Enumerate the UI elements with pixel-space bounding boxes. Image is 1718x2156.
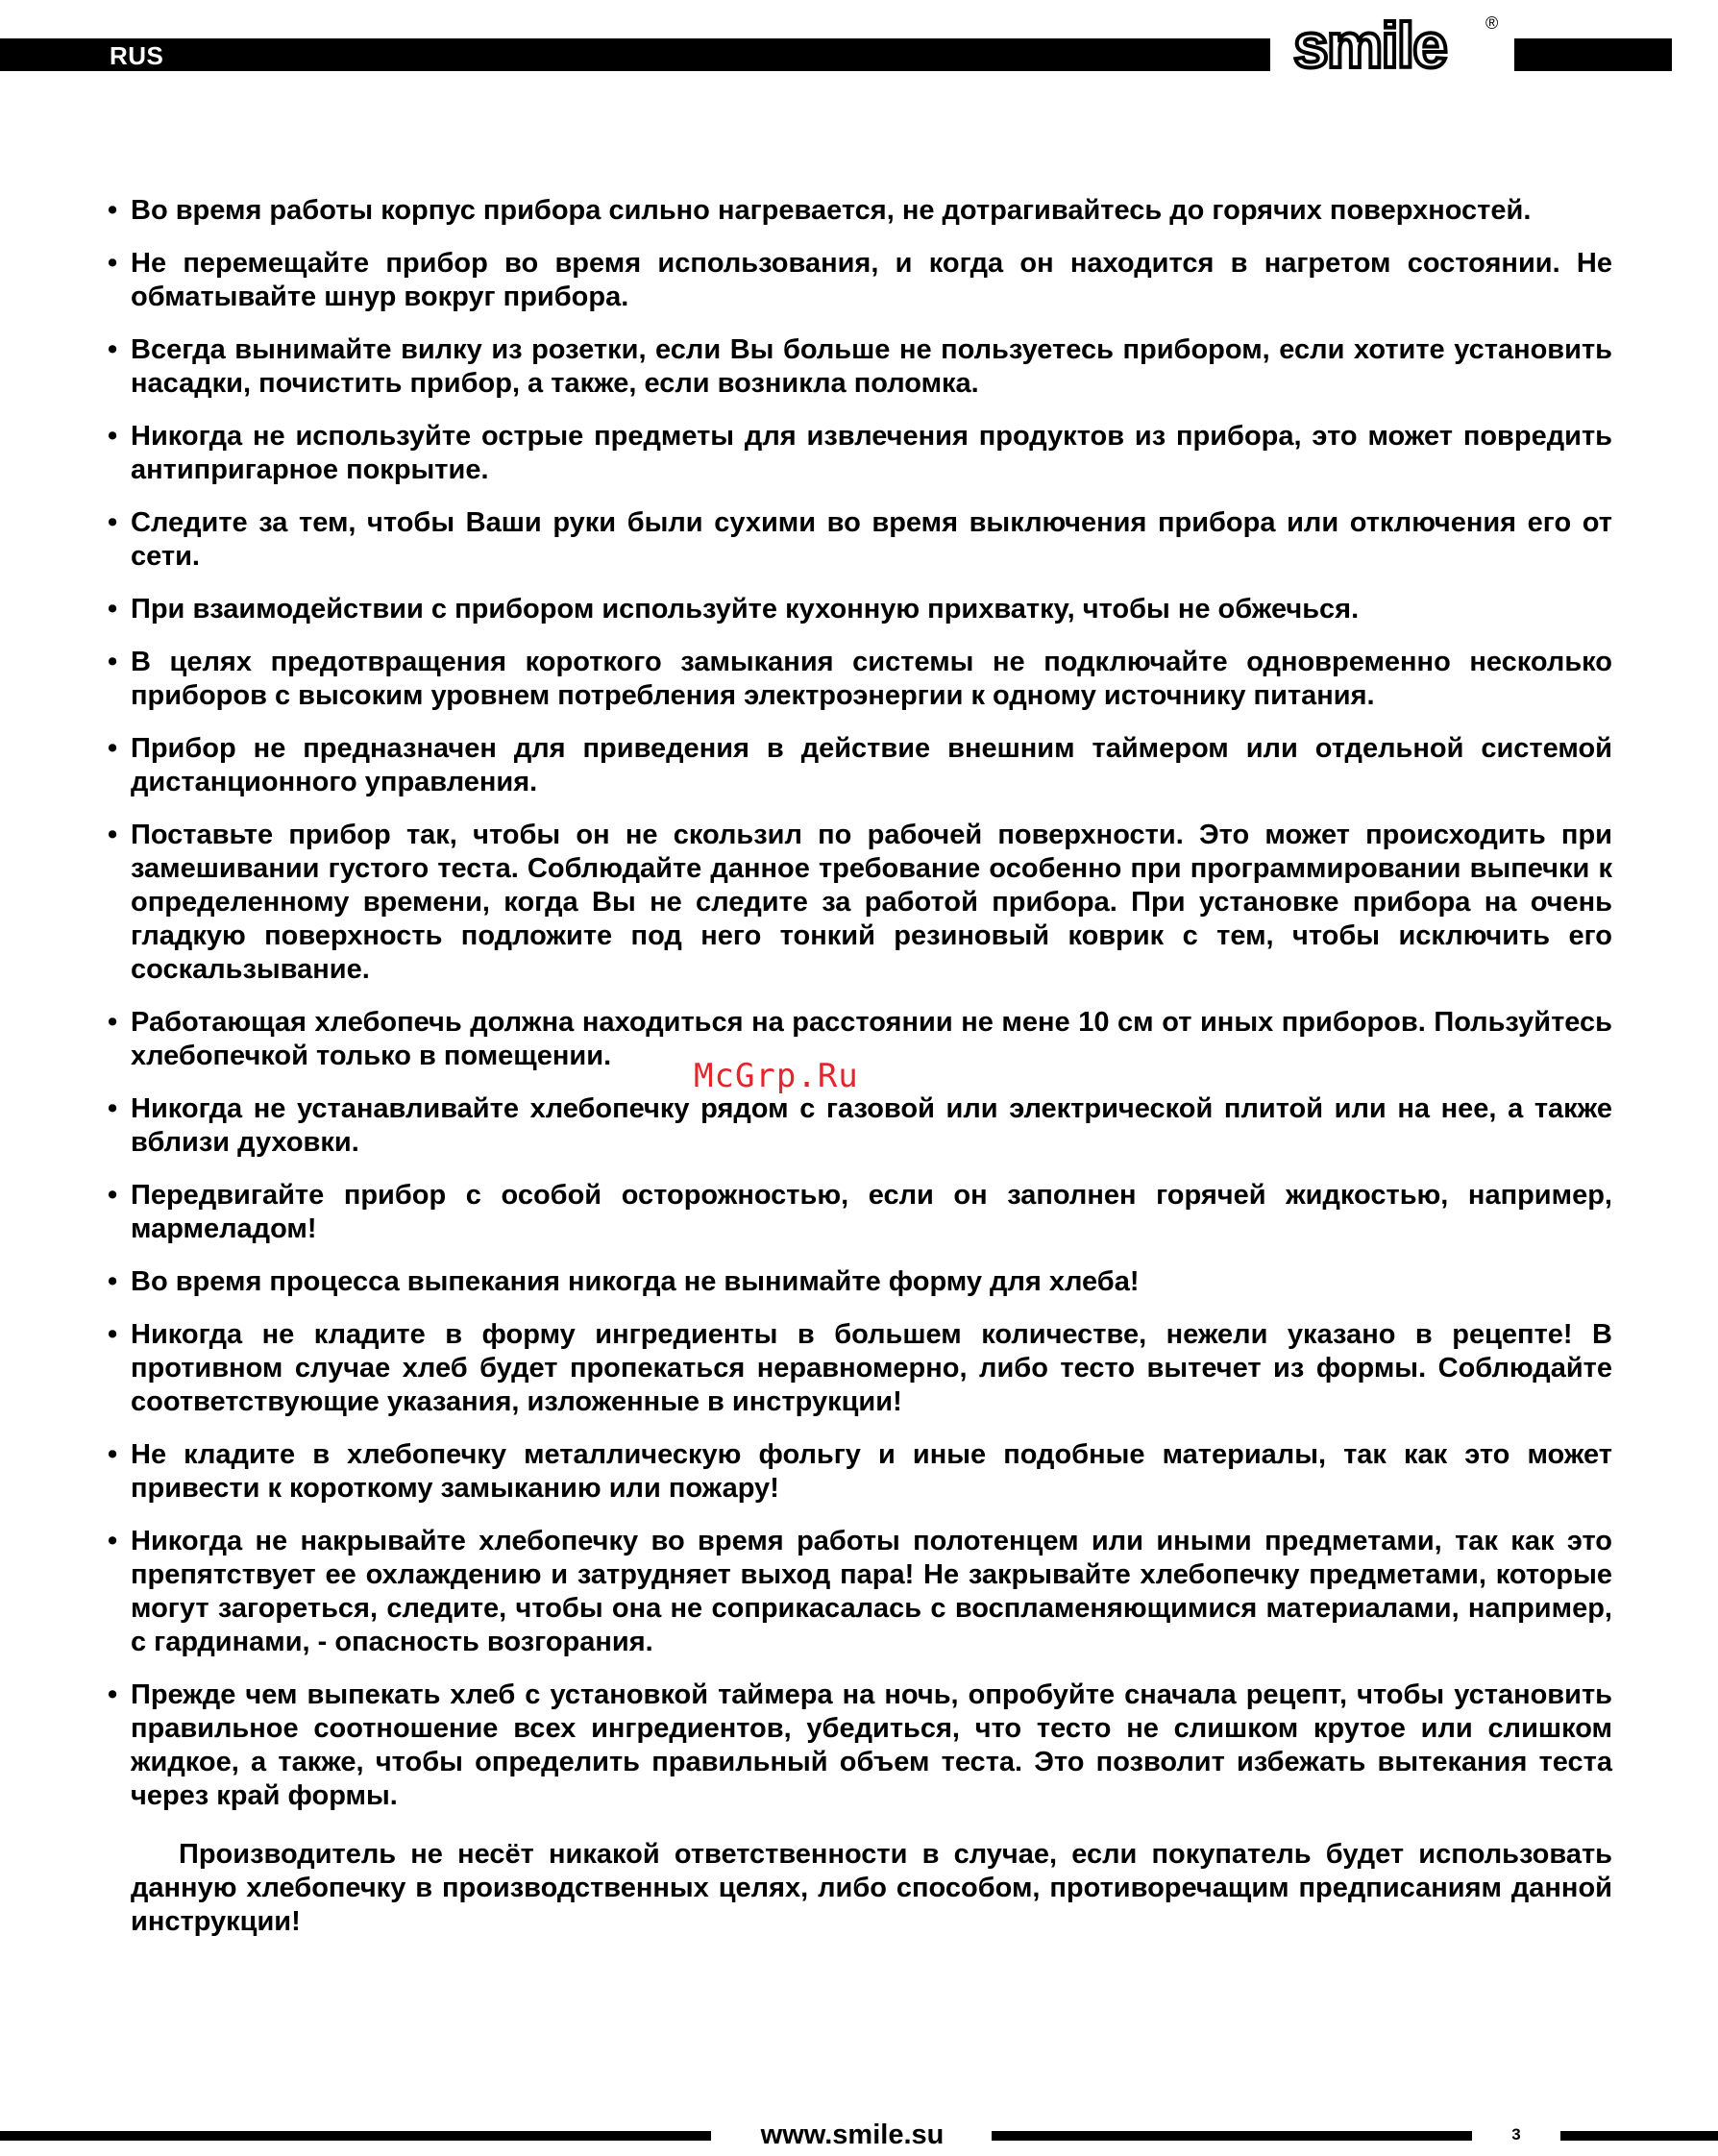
bullet-icon: •	[108, 421, 118, 452]
bullet-icon: •	[108, 1526, 118, 1556]
page-number: 3	[1511, 2125, 1521, 2144]
footer-line-right	[1560, 2131, 1718, 2141]
list-item-text: Никогда не кладите в форму ингредиенты в большем количестве, нежели указано в рецепте! В противном случае хлеб будет пропекаться неравномерно, либо тесто вытечет из формы. Соблюдайте соответствующие указания, изложенные в инструкции!	[131, 1319, 1612, 1417]
bullet-icon: •	[108, 594, 118, 625]
list-item	[108, 1678, 1612, 1813]
list-item	[108, 506, 1612, 574]
footer-line-middle	[992, 2131, 1472, 2141]
list-item-text: Прежде чем выпекать хлеб с установкой таймера на ночь, опробуйте сначала рецепт, чтобы установить правильное соотношение всех ингредиентов, убедиться, что тесто не слишком крутое или слишком жидкое, а также, чтобы определить правильный объем теста. Это позволит избежать вытекания теста через край формы.	[131, 1679, 1612, 1811]
list-item	[108, 1006, 1612, 1073]
list-item-text: При взаимодействии с прибором используйте кухонную прихватку, чтобы не обжечься.	[131, 594, 1360, 625]
bullet-icon: •	[108, 647, 118, 677]
logo-wordmark: smile	[1293, 10, 1446, 75]
closing-paragraph: Производитель не несёт никакой ответственности в случае, если покупатель будет использовать данную хлебопечку в производственных целях, либо способом, противоречащим предписаниям данной инструкции!	[131, 1839, 1612, 1937]
list-item	[108, 646, 1612, 713]
list-item-text: Не кладите в хлебопечку металлическую фольгу и иные подобные материалы, так как это может привести к короткому замыканию или пожару!	[131, 1439, 1612, 1504]
list-item-text: Никогда не накрывайте хлебопечку во время работы полотенцем или иными предметами, так как это препятствует ее охлаждению и затрудняет выход пара! Не закрывайте хлебопечку предметами, которые могут загореться, следите, чтобы она не соприкасалась с воспламеняющимися материалами, например, с гардинами, - опасность возгорания.	[131, 1526, 1612, 1657]
list-item	[108, 1265, 1612, 1299]
watermark: McGrp.Ru	[694, 1057, 859, 1095]
list-item	[108, 1092, 1612, 1160]
bullet-icon: •	[108, 1007, 118, 1038]
list-item-text: Во время работы корпус прибора сильно нагревается, не дотрагивайтесь до горячих поверхностей.	[131, 195, 1532, 226]
safety-instructions	[108, 194, 1612, 1939]
list-item-text: В целях предотвращения короткого замыкания системы не подключайте одновременно несколько приборов с высоким уровнем потребления электроэнергии к одному источнику питания.	[131, 647, 1612, 711]
bullet-icon: •	[108, 1180, 118, 1211]
list-item	[108, 1438, 1612, 1506]
list-item-text: Во время процесса выпекания никогда не вынимайте форму для хлеба!	[131, 1266, 1140, 1297]
list-item	[108, 333, 1612, 401]
bullet-icon: •	[108, 1439, 118, 1470]
list-item	[108, 420, 1612, 487]
header-bar-right	[1514, 38, 1672, 71]
list-item	[108, 1179, 1612, 1246]
bullet-icon: •	[108, 1319, 118, 1350]
footer-website: www.smile.su	[760, 2119, 945, 2150]
bullet-icon: •	[108, 248, 118, 279]
language-label: RUS	[110, 41, 164, 70]
bullet-icon: •	[108, 334, 118, 365]
list-item	[108, 819, 1612, 987]
bullet-icon: •	[108, 1093, 118, 1124]
list-item	[108, 732, 1612, 799]
list-item-text: Не перемещайте прибор во время использования, и когда он находится в нагретом состоянии. Не обматывайте шнур вокруг прибора.	[131, 248, 1612, 312]
list-item	[108, 247, 1612, 314]
header-bar	[0, 38, 1270, 71]
bullet-icon: •	[108, 820, 118, 850]
list-item	[108, 1525, 1612, 1659]
bullet-icon: •	[108, 733, 118, 764]
smile-logo	[1288, 8, 1507, 75]
bullet-icon: •	[108, 195, 118, 226]
bullet-icon: •	[108, 1679, 118, 1710]
list-item-text: Всегда вынимайте вилку из розетки, если Вы больше не пользуетесь прибором, если хотите установить насадки, почистить прибор, а также, если возникла поломка.	[131, 334, 1612, 399]
list-item-text: Никогда не используйте острые предметы для извлечения продуктов из прибора, это может повредить антипригарное покрытие.	[131, 421, 1612, 485]
list-item-text: Передвигайте прибор с особой осторожностью, если он заполнен горячей жидкостью, например, мармеладом!	[131, 1180, 1612, 1244]
instruction-list	[108, 194, 1612, 1813]
list-item-text: Никогда не устанавливайте хлебопечку рядом с газовой или электрической плитой или на нее, а также вблизи духовки.	[131, 1093, 1612, 1158]
list-item-text: Следите за тем, чтобы Ваши руки были сухими во время выключения прибора или отключения его от сети.	[131, 507, 1612, 572]
bullet-icon: •	[108, 507, 118, 538]
list-item-text: Поставьте прибор так, чтобы он не скользил по рабочей поверхности. Это может происходить при замешивании густого теста. Соблюдайте данное требование особенно при программировании выпечки к определенному времени, когда Вы не следите за работой прибора. При установке прибора на очень гладкую поверхность подложите под него тонкий резиновый коврик с тем, чтобы исключить его соскальзывание.	[131, 820, 1612, 985]
list-item	[108, 593, 1612, 626]
list-item	[108, 1318, 1612, 1419]
bullet-icon: •	[108, 1266, 118, 1297]
registered-mark: ®	[1485, 13, 1499, 33]
list-item-text: Прибор не предназначен для приведения в действие внешним таймером или отдельной системой дистанционного управления.	[131, 733, 1612, 797]
list-item-text: Работающая хлебопечь должна находиться на расстоянии не мене 10 см от иных приборов. Пользуйтесь хлебопечкой только в помещении.	[131, 1007, 1612, 1071]
footer-line-left	[0, 2131, 711, 2141]
list-item	[108, 194, 1612, 228]
